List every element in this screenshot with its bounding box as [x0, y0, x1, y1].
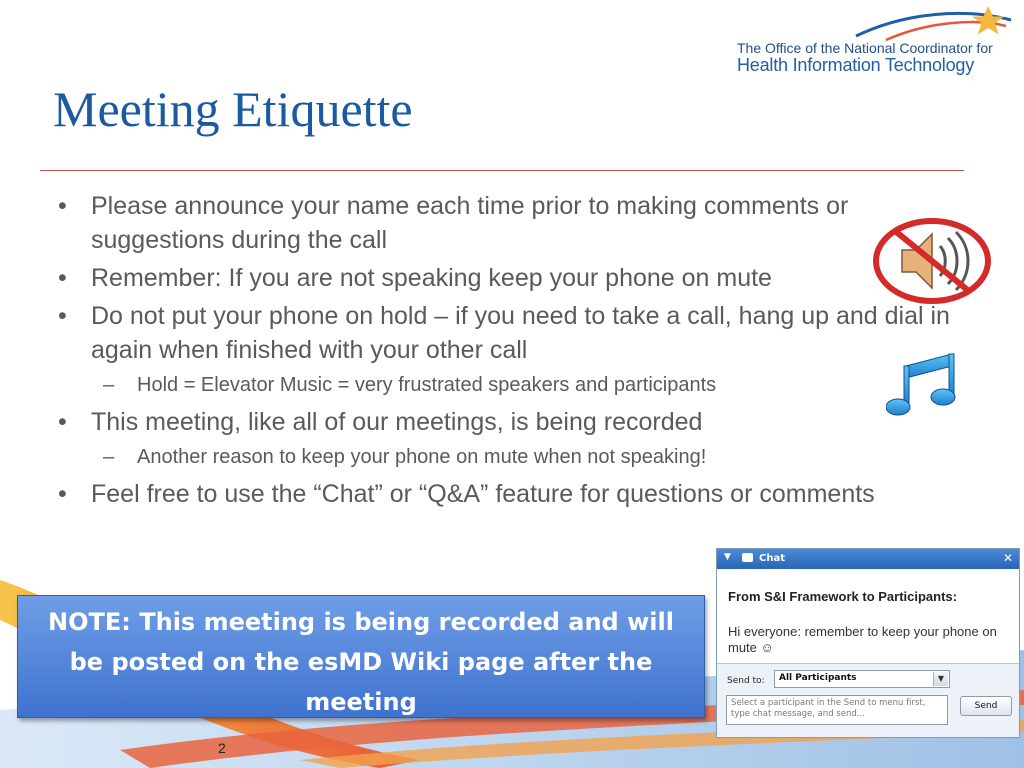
- onc-logo: [736, 6, 1024, 76]
- sub-bullet-item: [58, 443, 958, 471]
- chat-message-text: Hi everyone: remember to keep your phone on mute ☺: [728, 624, 997, 655]
- send-to-select[interactable]: [774, 670, 950, 688]
- chat-titlebar: [717, 549, 1019, 569]
- sub-bullet-marker: –: [103, 374, 115, 396]
- music-note-icon: [886, 352, 958, 418]
- slide-title: Meeting Etiquette: [53, 81, 413, 137]
- mute-speaker-icon: [872, 218, 992, 304]
- bullet-marker: •: [58, 302, 67, 330]
- bullet-item: [58, 189, 958, 257]
- bullet-marker: •: [58, 480, 67, 508]
- collapse-icon[interactable]: ▼: [724, 552, 731, 562]
- sub-bullet-text: Another reason to keep your phone on mute when not speaking!: [137, 446, 707, 468]
- chat-panel: [716, 548, 1020, 738]
- bullet-marker: •: [58, 264, 67, 292]
- sub-bullet-text: Hold = Elevator Music = very frustrated speakers and participants: [137, 374, 717, 396]
- chevron-down-icon[interactable]: ▼: [933, 672, 948, 686]
- bullet-text: Remember: If you are not speaking keep your phone on mute: [91, 264, 772, 292]
- sub-bullet-marker: –: [103, 446, 115, 468]
- close-icon[interactable]: ✕: [1002, 551, 1013, 565]
- bullet-text: Do not put your phone on hold – if you need to take a call, hang up and dial in again when finished with your other call: [91, 302, 950, 364]
- chat-message-sender: From S&I Framework to Participants:: [728, 589, 957, 604]
- send-to-label: Send to:: [727, 676, 765, 686]
- bullet-text: This meeting, like all of our meetings, is being recorded: [91, 408, 703, 436]
- chat-title: Chat: [759, 553, 785, 564]
- title-divider: [40, 170, 964, 171]
- bullet-marker: •: [58, 408, 67, 436]
- bullet-item: [58, 477, 958, 511]
- bullet-item: [58, 261, 958, 295]
- chat-bubble-icon: [742, 553, 753, 562]
- bullet-marker: •: [58, 192, 67, 220]
- chat-message-input[interactable]: Select a participant in the Send to menu first, type chat message, and send...: [726, 695, 948, 725]
- bullet-item: [58, 405, 958, 439]
- logo-line1: The Office of the National Coordinator for: [737, 40, 993, 56]
- bullet-list: [58, 189, 958, 515]
- logo-swoosh-icon: [736, 6, 1024, 42]
- bullet-item: [58, 299, 958, 367]
- logo-line2: Health Information Technology: [737, 55, 975, 75]
- sub-bullet-item: [58, 371, 958, 399]
- bullet-text: Feel free to use the “Chat” or “Q&A” feature for questions or comments: [91, 480, 875, 508]
- page-number: 2: [218, 740, 226, 756]
- recording-note: NOTE: This meeting is being recorded and will be posted on the esMD Wiki page after the meeting: [17, 595, 705, 718]
- send-button[interactable]: Send: [960, 696, 1012, 716]
- bullet-text: Please announce your name each time prior to making comments or suggestions during the call: [91, 192, 849, 254]
- send-to-value: All Participants: [779, 673, 857, 683]
